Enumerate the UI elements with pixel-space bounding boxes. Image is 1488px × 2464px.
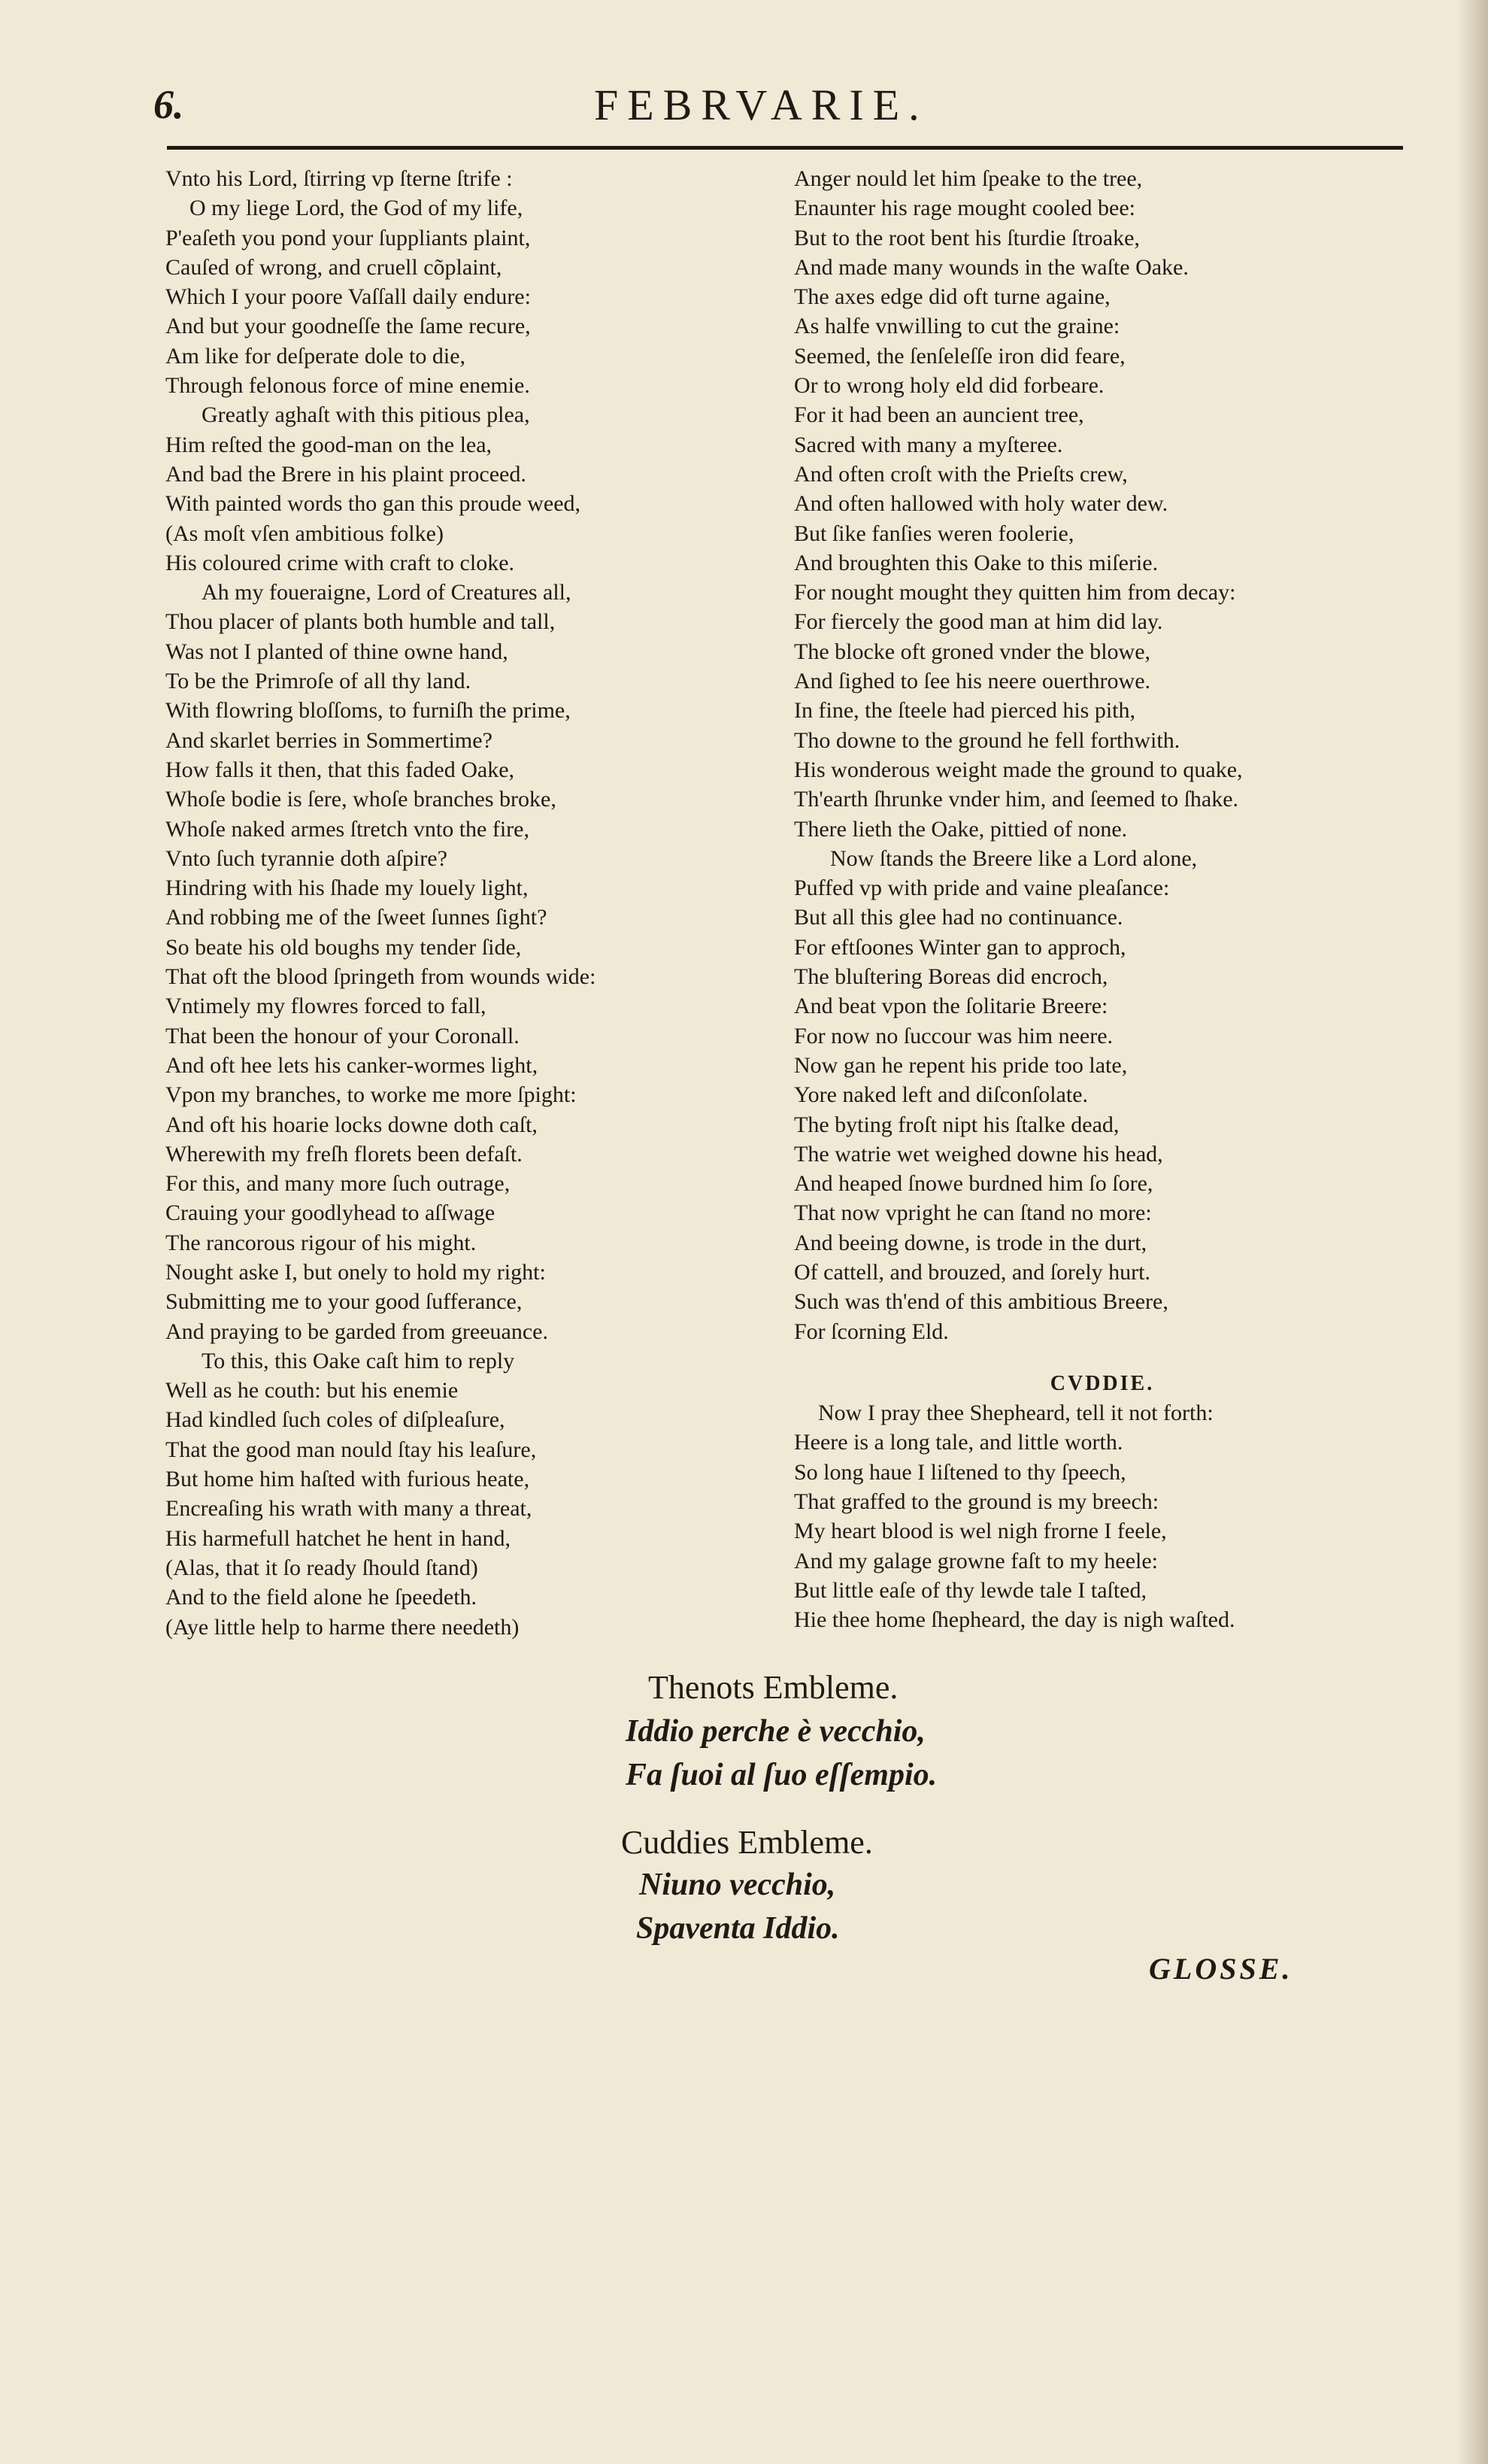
verse-line: His wonderous weight made the ground to quake, bbox=[794, 757, 1243, 782]
verse-line: And praying to be garded from greeuance. bbox=[165, 1318, 548, 1344]
verse-line: Vntimely my flowres forced to fall, bbox=[165, 994, 486, 1019]
verse-line: Hindring with his ſhade my louely light, bbox=[165, 875, 529, 901]
verse-line: And beat vpon the ſolitarie Breere: bbox=[794, 994, 1108, 1019]
verse-line: And often hallowed with holy water dew. bbox=[794, 491, 1168, 517]
verse-line: That been the honour of your Coronall. bbox=[165, 1023, 520, 1048]
verse-line: Now ſtands the Breere like a Lord alone, bbox=[830, 845, 1198, 871]
verse-line: For this, and many more ſuch outrage, bbox=[165, 1171, 511, 1197]
verse-line: Whoſe naked armes ſtretch vnto the fire, bbox=[165, 816, 529, 842]
verse-line: Was not I planted of thine owne hand, bbox=[165, 639, 508, 664]
page-edge-shadow bbox=[1458, 0, 1488, 2464]
verse-line: And made many wounds in the waſte Oake. bbox=[794, 254, 1189, 280]
verse-line: Whoſe bodie is ſere, whoſe branches broke, bbox=[165, 787, 556, 812]
verse-line: (Alas, that it ſo ready ſhould ſtand) bbox=[165, 1555, 478, 1580]
verse-line: And beeing downe, is trode in the durt, bbox=[794, 1230, 1147, 1255]
verse-line: Crauing your goodlyhead to aſſwage bbox=[165, 1200, 495, 1226]
verse-line: Encreaſing his wrath with many a threat, bbox=[165, 1496, 532, 1522]
header-rule bbox=[167, 146, 1403, 150]
verse-line: How falls it then, that this faded Oake, bbox=[165, 757, 515, 782]
verse-line: So long haue I liſtened to thy ſpeech, bbox=[794, 1459, 1126, 1485]
verse-line: Heere is a long tale, and little worth. bbox=[794, 1430, 1123, 1455]
verse-line: For nought mought they quitten him from decay: bbox=[794, 580, 1236, 605]
verse-line: And my galage growne faſt to my heele: bbox=[794, 1548, 1159, 1573]
thenot-emblem-line-2: Fa ſuoi al ſuo eſſempio. bbox=[626, 1758, 938, 1792]
verse-line: Or to wrong holy eld did forbeare. bbox=[794, 373, 1105, 399]
verse-line: Seemed, the ſenſeleſſe iron did feare, bbox=[794, 343, 1126, 369]
verse-line: And robbing me of the ſweet ſunnes ſight? bbox=[165, 905, 547, 930]
verse-line: With flowring bloſſoms, to furniſh the prime, bbox=[165, 698, 571, 724]
cuddie-emblem-line-1: Niuno vecchio, bbox=[639, 1868, 836, 1902]
verse-line: For now no ſuccour was him neere. bbox=[794, 1023, 1114, 1048]
verse-line: For it had been an auncient tree, bbox=[794, 402, 1084, 428]
cuddie-emblem-title: Cuddies Embleme. bbox=[621, 1824, 873, 1861]
verse-line: Vpon my branches, to worke me more ſpight: bbox=[165, 1082, 577, 1108]
verse-line: Now gan he repent his pride too late, bbox=[794, 1052, 1128, 1078]
verse-line: Which I your poore Vaſſall daily endure: bbox=[165, 284, 531, 310]
verse-line: And often croſt with the Prieſts crew, bbox=[794, 461, 1128, 487]
verse-line: To this, this Oake caſt him to reply bbox=[202, 1348, 515, 1373]
verse-line: The byting froſt nipt his ſtalke dead, bbox=[794, 1112, 1120, 1137]
verse-line: Ah my foueraigne, Lord of Creatures all, bbox=[202, 580, 571, 605]
verse-line: The axes edge did oft turne againe, bbox=[794, 284, 1111, 310]
verse-line: His coloured crime with craft to cloke. bbox=[165, 550, 515, 575]
verse-line: (As moſt vſen ambitious folke) bbox=[165, 520, 444, 546]
verse-line: That oft the blood ſpringeth from wounds wide: bbox=[165, 964, 596, 990]
verse-line: And bad the Brere in his plaint proceed. bbox=[165, 461, 526, 487]
verse-line: Him reſted the good-man on the lea, bbox=[165, 432, 492, 457]
verse-line: Now I pray thee Shepheard, tell it not forth: bbox=[818, 1400, 1214, 1426]
verse-line: That graffed to the ground is my breech: bbox=[794, 1489, 1159, 1515]
verse-line: And oft his hoarie locks downe doth caſt, bbox=[165, 1112, 538, 1137]
thenot-emblem-line-1: Iddio perche è vecchio, bbox=[626, 1714, 926, 1749]
verse-line: Had kindled ſuch coles of diſpleaſure, bbox=[165, 1407, 505, 1433]
verse-line: Am like for deſperate dole to die, bbox=[165, 343, 466, 369]
verse-line: The watrie wet weighed downe his head, bbox=[794, 1141, 1163, 1167]
catchword: GLOSSE. bbox=[1149, 1952, 1293, 1986]
verse-line: So beate his old boughs my tender ſide, bbox=[165, 934, 522, 960]
verse-line: But little eaſe of thy lewde tale I taſted, bbox=[794, 1577, 1147, 1603]
verse-line: And oft hee lets his canker-wormes light, bbox=[165, 1052, 538, 1078]
verse-line: But ſike fanſies weren foolerie, bbox=[794, 520, 1074, 546]
verse-line: To be the Primroſe of all thy land. bbox=[165, 669, 471, 694]
verse-line: Puffed vp with pride and vaine pleaſance: bbox=[794, 875, 1170, 901]
verse-line: Nought aske I, but onely to hold my right: bbox=[165, 1259, 546, 1285]
verse-line: Wherewith my freſh florets been defaſt. bbox=[165, 1141, 523, 1167]
verse-line: But all this glee had no continuance. bbox=[794, 905, 1123, 930]
verse-line: Yore naked left and diſconſolate. bbox=[794, 1082, 1089, 1108]
verse-line: And but your goodneſſe the ſame recure, bbox=[165, 314, 531, 339]
verse-line: And heaped ſnowe burdned him ſo ſore, bbox=[794, 1171, 1153, 1197]
verse-line: Thou placer of plants both humble and tall, bbox=[165, 609, 556, 635]
verse-line: For ſcorning Eld. bbox=[794, 1318, 949, 1344]
verse-line: Such was th'end of this ambitious Breere, bbox=[794, 1289, 1168, 1315]
verse-line: Well as he couth: but his enemie bbox=[165, 1378, 459, 1403]
verse-line: The blocke oft groned vnder the blowe, bbox=[794, 639, 1151, 664]
verse-line: (Aye little help to harme there needeth) bbox=[165, 1614, 520, 1640]
verse-line: Th'earth ſhrunke vnder him, and ſeemed to ſhake. bbox=[794, 787, 1239, 812]
verse-line: P'eaſeth you pond your ſuppliants plaint, bbox=[165, 225, 531, 250]
verse-line: In fine, the ſteele had pierced his pith, bbox=[794, 698, 1135, 724]
verse-line: Submitting me to your good ſufferance, bbox=[165, 1289, 523, 1315]
right-verse-column bbox=[794, 164, 1411, 1635]
verse-line: That the good man nould ſtay his leaſure, bbox=[165, 1437, 537, 1462]
verse-line: His harmefull hatchet he hent in hand, bbox=[165, 1525, 511, 1551]
verse-line: With painted words tho gan this proude weed, bbox=[165, 491, 581, 517]
verse-line: Enaunter his rage mought cooled bee: bbox=[794, 196, 1136, 221]
verse-line: But to the root bent his ſturdie ſtroake, bbox=[794, 225, 1140, 250]
verse-line: And ſighed to ſee his neere ouerthrowe. bbox=[794, 669, 1151, 694]
verse-line: Sacred with many a myſteree. bbox=[794, 432, 1063, 457]
verse-line: Through felonous force of mine enemie. bbox=[165, 373, 530, 399]
verse-line: As halfe vnwilling to cut the graine: bbox=[794, 314, 1120, 339]
verse-line: But home him haſted with furious heate, bbox=[165, 1467, 530, 1492]
verse-line: And broughten this Oake to this miſerie. bbox=[794, 550, 1159, 575]
verse-line: Hie thee home ſhepheard, the day is nigh waſted. bbox=[794, 1607, 1235, 1633]
speaker-heading: CVDDIE. bbox=[1050, 1371, 1155, 1395]
verse-line: Of cattell, and brouzed, and ſorely hurt. bbox=[794, 1259, 1150, 1285]
verse-line: Greatly aghaſt with this pitious plea, bbox=[202, 402, 530, 428]
left-verse-column bbox=[165, 164, 782, 1642]
verse-line: And to the field alone he ſpeedeth. bbox=[165, 1585, 477, 1610]
verse-line: Tho downe to the ground he fell forthwith. bbox=[794, 727, 1180, 753]
verse-line: My heart blood is wel nigh frorne I feele, bbox=[794, 1519, 1167, 1544]
verse-line: Anger nould let him ſpeake to the tree, bbox=[794, 166, 1143, 191]
verse-line: O my liege Lord, the God of my life, bbox=[189, 196, 523, 221]
verse-line: Vnto his Lord, ſtirring vp ſterne ſtrife : bbox=[165, 166, 513, 191]
verse-line: For fiercely the good man at him did lay. bbox=[794, 609, 1163, 635]
verse-line: And skarlet berries in Sommertime? bbox=[165, 727, 492, 753]
cuddie-emblem-line-2: Spaventa Iddio. bbox=[636, 1911, 840, 1946]
verse-line: The bluſtering Boreas did encroch, bbox=[794, 964, 1108, 990]
verse-line: The rancorous rigour of his might. bbox=[165, 1230, 477, 1255]
verse-line: There lieth the Oake, pittied of none. bbox=[794, 816, 1128, 842]
verse-line: For eftſoones Winter gan to approch, bbox=[794, 934, 1126, 960]
running-head: FEBRVARIE. bbox=[594, 80, 929, 129]
verse-line: Vnto ſuch tyrannie doth aſpire? bbox=[165, 845, 447, 871]
page-number: 6. bbox=[153, 82, 184, 127]
verse-line: Cauſed of wrong, and cruell cõplaint, bbox=[165, 254, 502, 280]
verse-line: That now vpright he can ſtand no more: bbox=[794, 1200, 1152, 1226]
thenot-emblem-title: Thenots Embleme. bbox=[648, 1669, 899, 1706]
